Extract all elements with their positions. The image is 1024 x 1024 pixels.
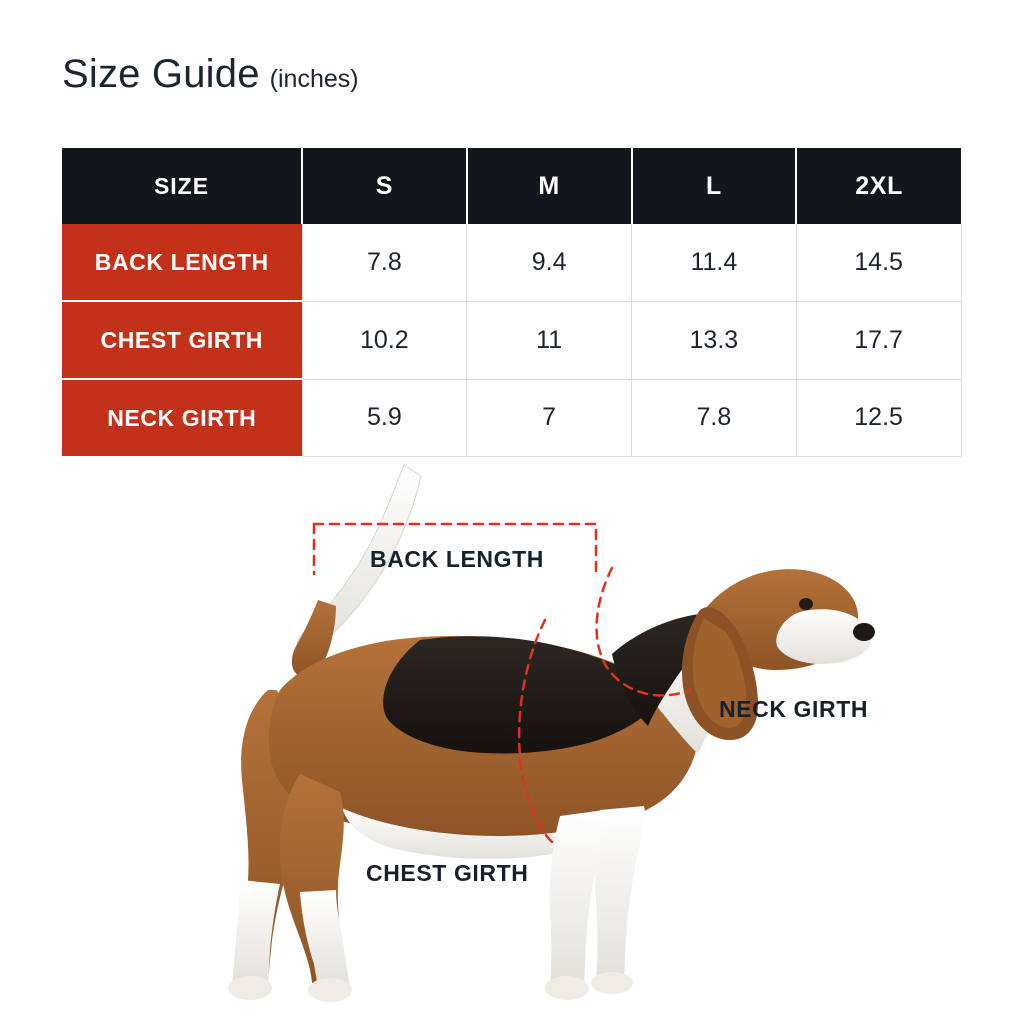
table-body <box>62 224 961 456</box>
diagram-label-back-length: BACK LENGTH <box>370 546 544 572</box>
cell-chest-girth-l: 13.3 <box>632 301 797 379</box>
cell-neck-girth-m: 7 <box>467 379 632 456</box>
cell-back-length-l: 11.4 <box>632 224 797 301</box>
cell-back-length-s: 7.8 <box>302 224 467 301</box>
page-title-unit: (inches) <box>269 65 359 93</box>
column-header-size: SIZE <box>62 148 302 224</box>
diagram-label-neck-girth: NECK GIRTH <box>719 696 869 722</box>
table-row <box>62 224 961 301</box>
column-header-s: S <box>302 148 467 224</box>
cell-neck-girth-s: 5.9 <box>302 379 467 456</box>
dog-nose <box>853 623 875 641</box>
cell-neck-girth-l: 7.8 <box>632 379 797 456</box>
row-label-back-length: BACK LENGTH <box>62 224 302 301</box>
table-header <box>62 148 961 224</box>
cell-back-length-2xl: 14.5 <box>796 224 961 301</box>
column-header-l: L <box>632 148 797 224</box>
page-title-text: Size Guide <box>62 52 260 96</box>
table-header-row <box>62 148 961 224</box>
cell-chest-girth-2xl: 17.7 <box>796 301 961 379</box>
column-header-m: M <box>467 148 632 224</box>
cell-chest-girth-m: 11 <box>467 301 632 379</box>
row-label-neck-girth: NECK GIRTH <box>62 379 302 456</box>
dog-eye <box>799 598 813 610</box>
diagram-label-chest-girth: CHEST GIRTH <box>366 860 529 886</box>
cell-back-length-m: 9.4 <box>467 224 632 301</box>
cell-neck-girth-2xl: 12.5 <box>796 379 961 456</box>
table-row <box>62 301 961 379</box>
page-title <box>62 52 359 97</box>
size-guide-table <box>62 148 962 457</box>
dog-body-shape <box>228 465 875 1002</box>
measurement-diagram <box>0 440 1024 1024</box>
row-label-chest-girth: CHEST GIRTH <box>62 301 302 379</box>
column-header-2xl: 2XL <box>796 148 961 224</box>
cell-chest-girth-s: 10.2 <box>302 301 467 379</box>
dog-illustration <box>0 440 1024 1024</box>
